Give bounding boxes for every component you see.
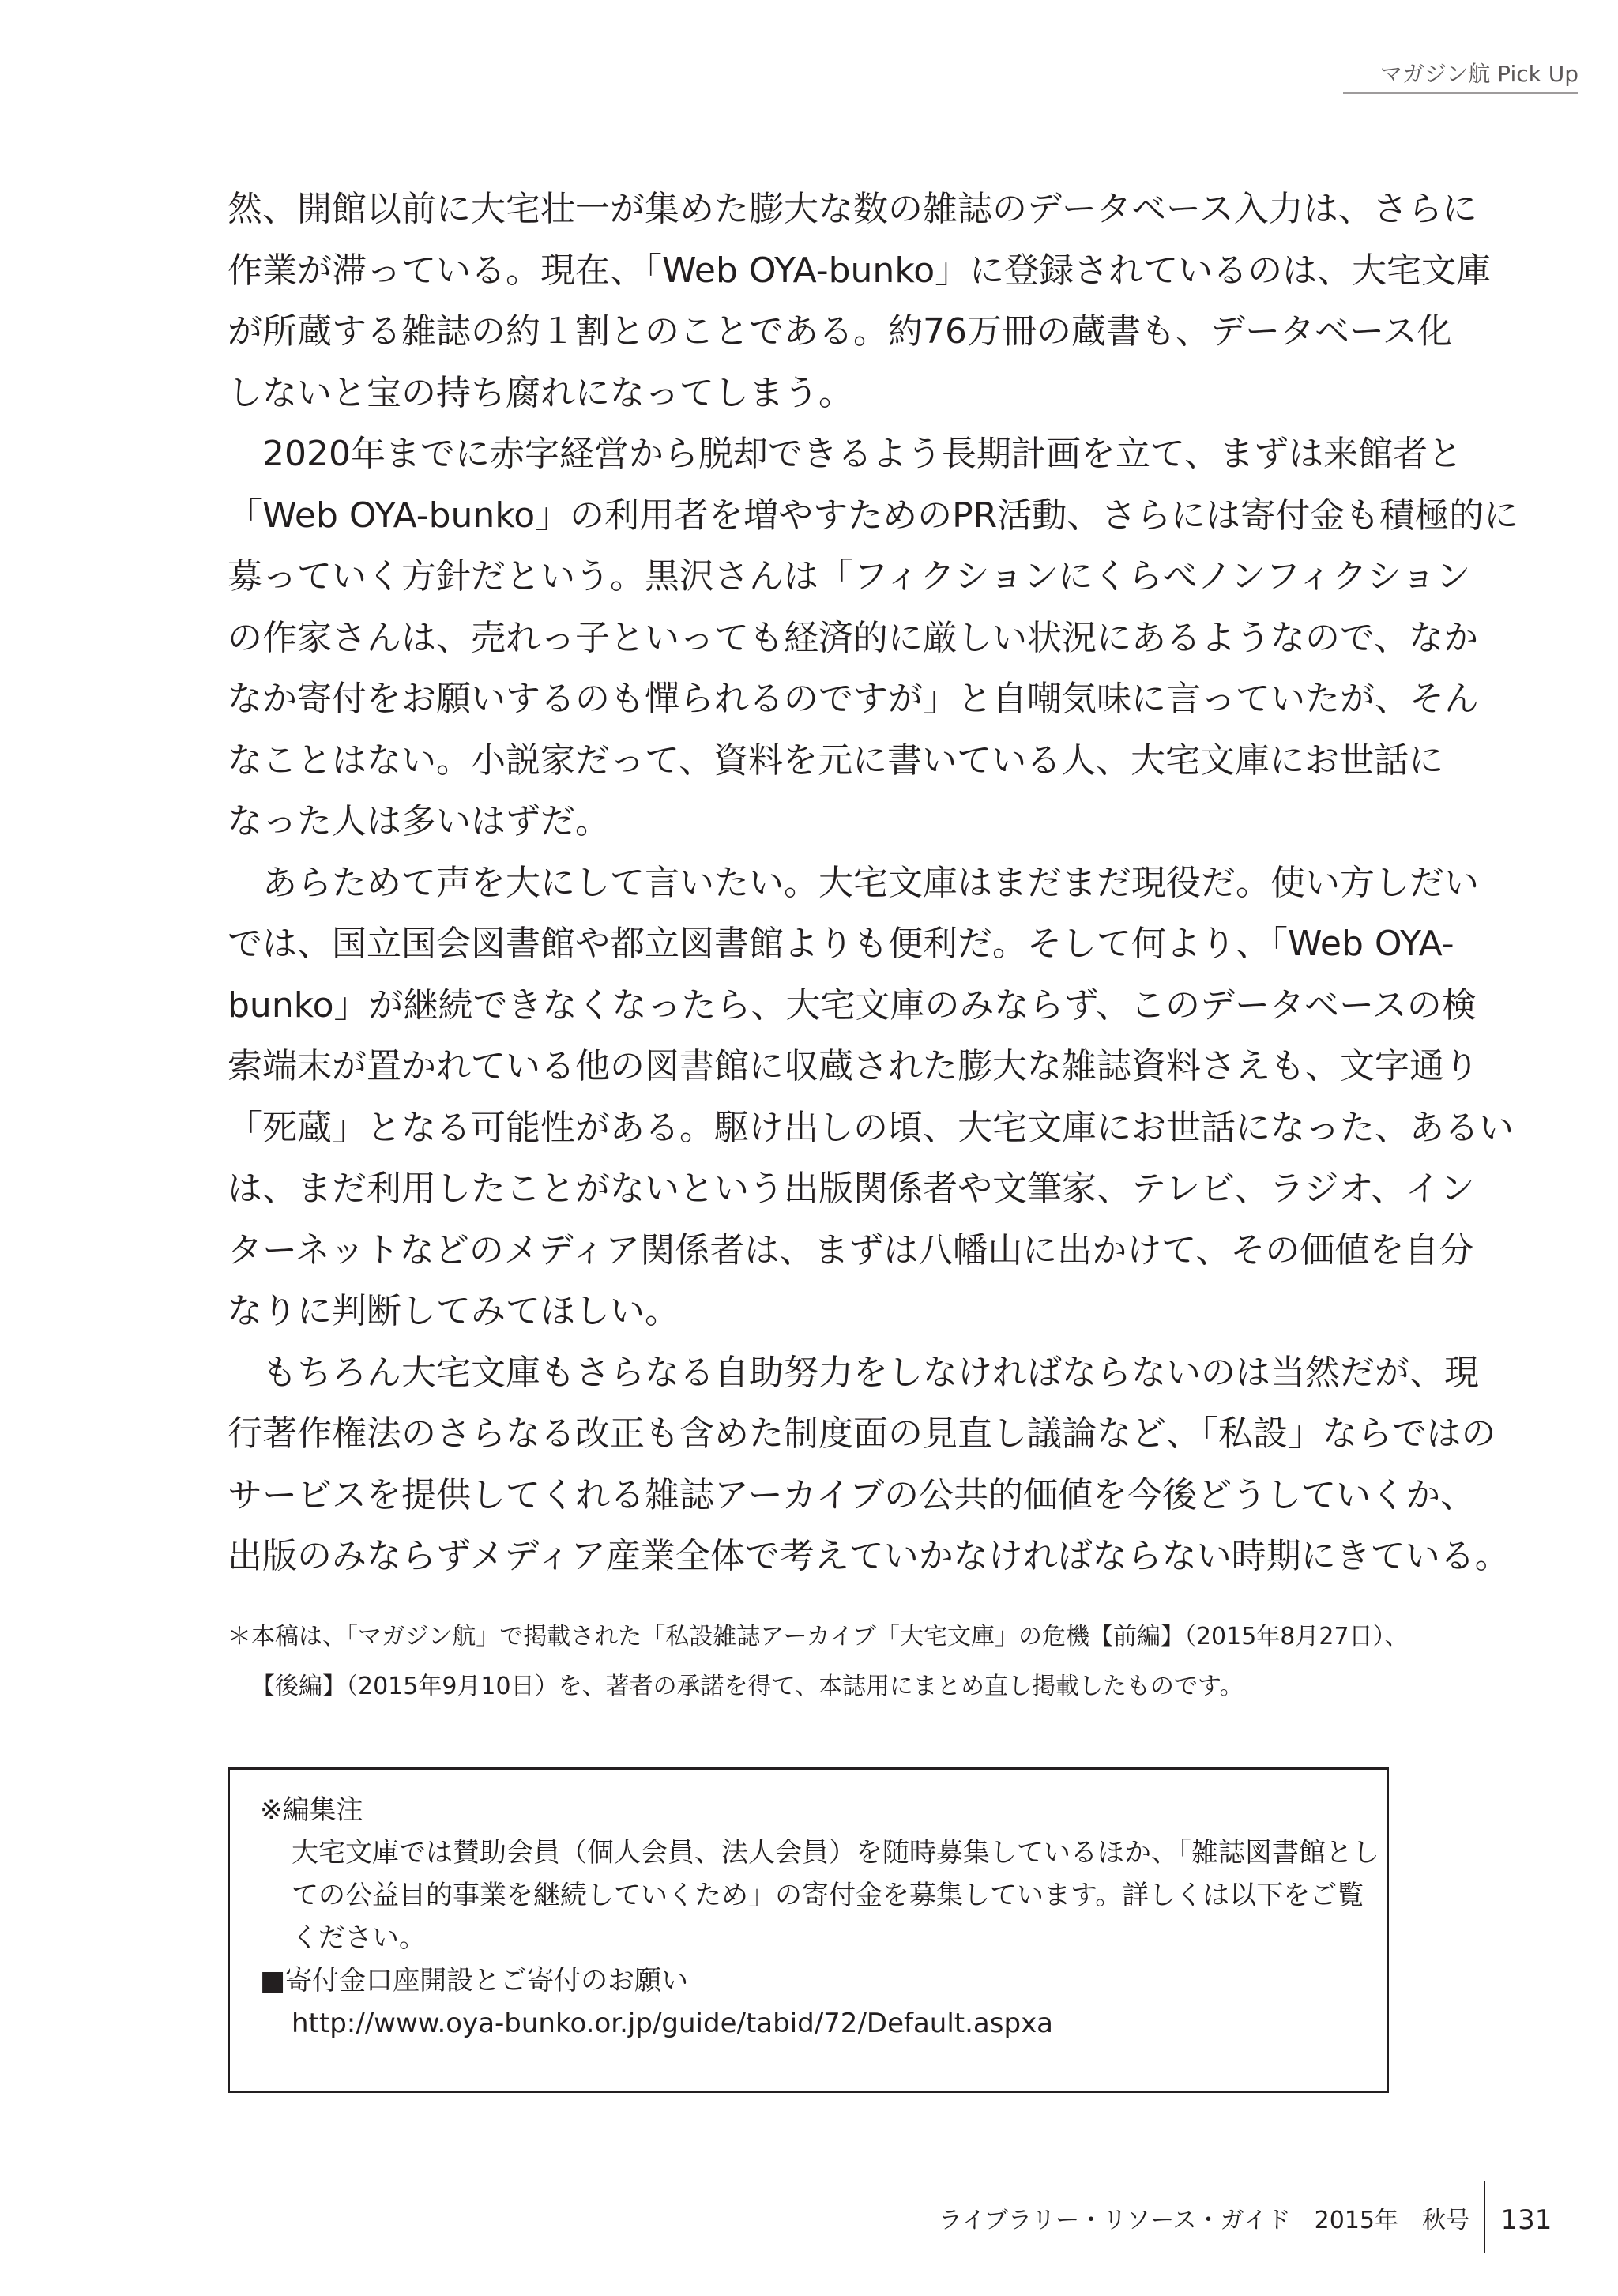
body-line: では、国立国会図書館や都立図書館よりも便利だ。そして何より、「Web OYA-: [228, 924, 1454, 964]
body-line: が所蔵する雑誌の約１割とのことである。約76万冊の蔵書も、データベース化: [228, 311, 1452, 352]
body-line: 索端末が置かれている他の図書館に収蔵された膨大な雑誌資料さえも、文字通り: [228, 1046, 1479, 1086]
editor-note-text: 大宅文庫では賛助会員（個人会員、法人会員）を随時募集しているほか、「雑誌図書館とし: [292, 1837, 1379, 1869]
body-line: 「死蔵」となる可能性がある。駆け出しの頃、大宅文庫にお世話になった、あるい: [228, 1107, 1514, 1148]
body-line: 2020年までに赤字経営から脱却できるよう長期計画を立て、まずは来館者と: [228, 434, 1463, 474]
body-line: なりに判断してみてほしい。: [228, 1291, 679, 1331]
donation-url-link[interactable]: http://www.oya-bunko.or.jp/guide/tabid/72/Default.aspxa: [292, 2008, 1054, 2039]
article-body: [228, 179, 1519, 1587]
body-line: 行著作権法のさらなる改正も含めた制度面の見直し議論など、「私設」ならではの: [228, 1413, 1496, 1454]
editor-note-text: ての公益目的事業を継続していくため」の寄付金を募集しています。詳しくは以下をご覧: [292, 1880, 1364, 1911]
body-line: 出版のみならずメディア産業全体で考えていかなければならない時期にきている。: [228, 1536, 1510, 1576]
editor-note-text: ください。: [292, 1922, 426, 1954]
editor-note-heading: ※編集注: [260, 1794, 363, 1826]
footnote-line: ＊本稿は、「マガジン航」で掲載された「私設雑誌アーカイブ「大宅文庫」の危機【前編】（2015年8月27日）、: [228, 1623, 1409, 1650]
body-line: は、まだ利用したことがないという出版関係者や文筆家、テレビ、ラジオ、イン: [228, 1169, 1475, 1209]
body-line: bunko」が継続できなくなったら、大宅文庫のみならず、このデータベースの検: [228, 984, 1477, 1026]
body-line: しないと宝の持ち腐れになってしまう。: [228, 372, 853, 413]
body-line: ターネットなどのメディア関係者は、まずは八幡山に出かけて、その価値を自分: [228, 1229, 1474, 1270]
header-rule: [1343, 92, 1578, 94]
body-line: もちろん大宅文庫もさらなる自助努力をしなければならないのは当然だが、現: [228, 1352, 1479, 1393]
body-line: 募っていく方針だという。黒沢さんは「フィクションにくらべノンフィクション: [228, 556, 1471, 597]
body-line: 「Web OYA-bunko」の利用者を増やすためのPR活動、さらには寄付金も積極的に: [228, 495, 1519, 536]
footnote-line: 【後編】（2015年9月10日）を、著者の承諾を得て、本誌用にまとめ直し掲載したものです。: [251, 1673, 1244, 1700]
editor-note-box: [228, 1767, 1389, 2093]
body-line: サービスを提供してくれる雑誌アーカイブの公共的価値を今後どうしていくか、: [228, 1474, 1476, 1515]
donation-link-heading: ■寄付金口座開設とご寄付のお願い: [260, 1965, 689, 1997]
body-line: 然、開館以前に大宅壮一が集めた膨大な数の雑誌のデータベース入力は、さらに: [228, 189, 1477, 229]
body-line: あらためて声を大にして言いたい。大宅文庫はまだまだ現役だ。使い方しだい: [228, 862, 1479, 903]
page-number: 131: [1500, 2204, 1552, 2236]
article-footnote: [228, 1612, 1413, 1711]
publication-footer: ライブラリー・リソース・ガイド 2015年 秋号: [938, 2207, 1469, 2234]
body-line: なことはない。小説家だって、資料を元に書いている人、大宅文庫にお世話に: [228, 740, 1444, 781]
body-line: なった人は多いはずだ。: [228, 801, 610, 841]
footer-divider: [1484, 2181, 1485, 2253]
running-header-label: マガジン航 Pick Up: [1379, 61, 1578, 87]
body-line: の作家さんは、売れっ子といっても経済的に厳しい状況にあるようなので、なか: [228, 617, 1479, 658]
body-line: 作業が滞っている。現在、「Web OYA-bunko」に登録されているのは、大宅文庫: [228, 250, 1492, 291]
body-line: なか寄付をお願いするのも憚られるのですが」と自嘲気味に言っていたが、そん: [228, 679, 1479, 719]
